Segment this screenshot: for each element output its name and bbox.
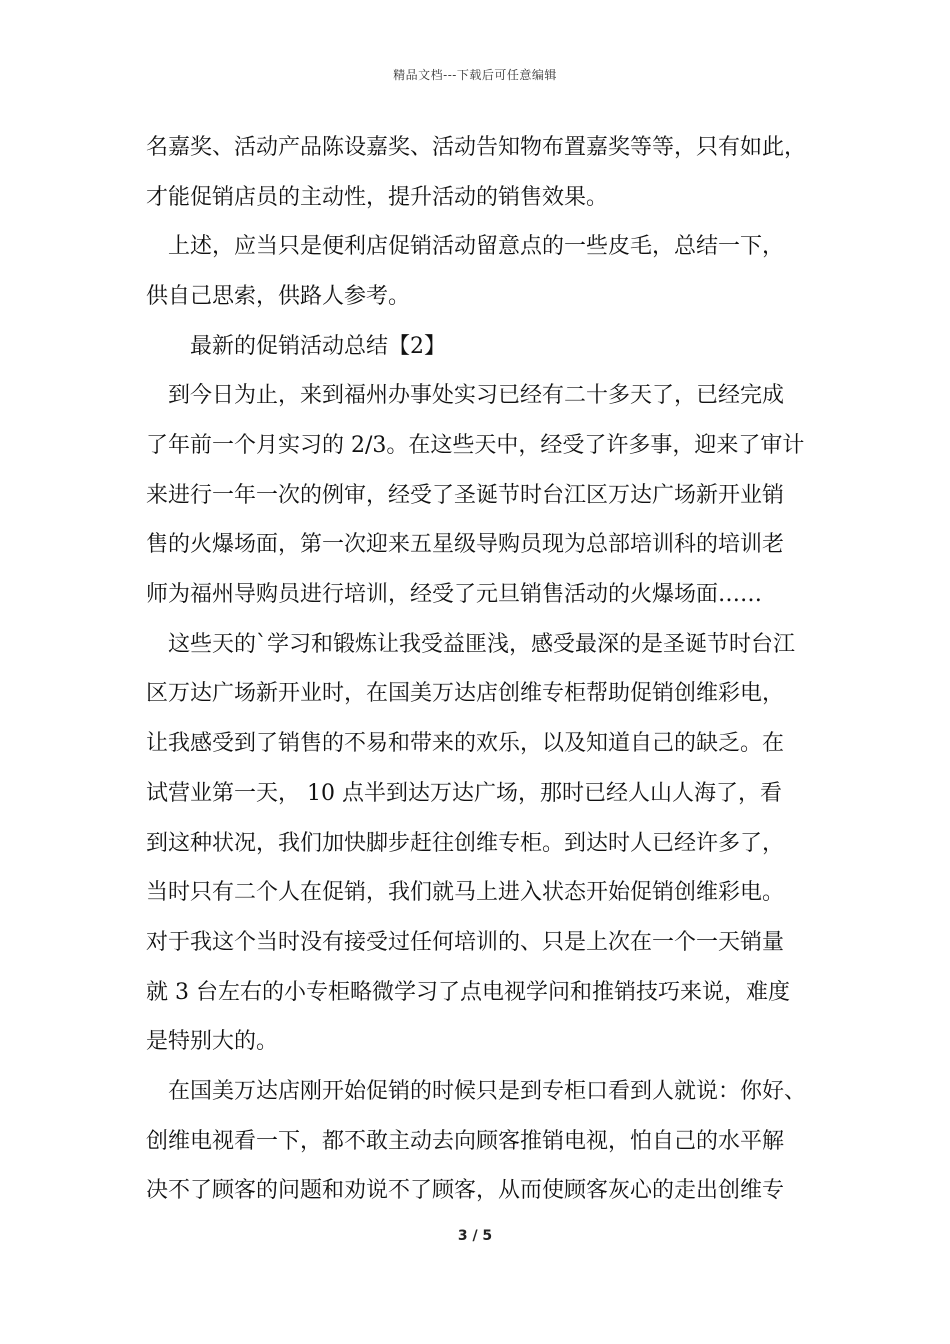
text-line: 就 3 台左右的小专柜略微学习了点电视学问和推销技巧来说，难度	[146, 980, 790, 1005]
page-number: 3 / 5	[457, 1228, 493, 1244]
text-line: 是特别大的。	[146, 1029, 279, 1054]
text-line: 决不了顾客的问题和劝说不了顾客，从而使顾客灰心的走出创维专	[146, 1178, 785, 1203]
text-line: 上述，应当只是便利店促销活动留意点的一些皮毛，总结一下，	[168, 234, 785, 259]
text-line: 这些天的`学习和锻炼让我受益匪浅，感受最深的是圣诞节时台江	[168, 632, 796, 657]
text-line: 到今日为止，来到福州办事处实习已经有二十多天了，已经完成	[168, 383, 785, 408]
text-line: 当时只有二个人在促销，我们就马上进入状态开始促销创维彩电。	[146, 880, 785, 905]
text-line: 才能促销店员的主动性，提升活动的销售效果。	[146, 185, 609, 210]
text-line: 供自己思索，供路人参考。	[146, 284, 411, 309]
text-line: 了年前一个月实习的 2/3。在这些天中，经受了许多事，迎来了审计	[146, 433, 805, 458]
text-line: 在国美万达店刚开始促销的时候只是到专柜口看到人就说：你好、	[168, 1079, 807, 1104]
text-line: 售的火爆场面，第一次迎来五星级导购员现为总部培训科的培训老	[146, 532, 785, 557]
text-line: 师为福州导购员进行培训，经受了元旦销售活动的火爆场面……	[146, 582, 763, 607]
text-line: 到这种状况，我们加快脚步赶往创维专柜。到达时人已经许多了，	[146, 831, 785, 856]
document-header: 精品文档---下载后可任意编辑	[393, 68, 557, 82]
text-line: 让我感受到了销售的不易和带来的欢乐，以及知道自己的缺乏。在	[146, 731, 785, 756]
text-line: 对于我这个当时没有接受过任何培训的、只是上次在一个一天销量	[146, 930, 785, 955]
text-line: 试营业第一天， 10 点半到达万达广场，那时已经人山人海了，看	[146, 781, 782, 806]
text-line: 名嘉奖、活动产品陈设嘉奖、活动告知物布置嘉奖等等，只有如此，	[146, 135, 807, 160]
text-line: 区万达广场新开业时，在国美万达店创维专柜帮助促销创维彩电，	[146, 681, 785, 706]
text-line: 创维电视看一下，都不敢主动去向顾客推销电视，怕自己的水平解	[146, 1129, 785, 1154]
section-title: 最新的促销活动总结【2】	[190, 334, 446, 359]
text-line: 来进行一年一次的例审，经受了圣诞节时台江区万达广场新开业销	[146, 483, 785, 508]
